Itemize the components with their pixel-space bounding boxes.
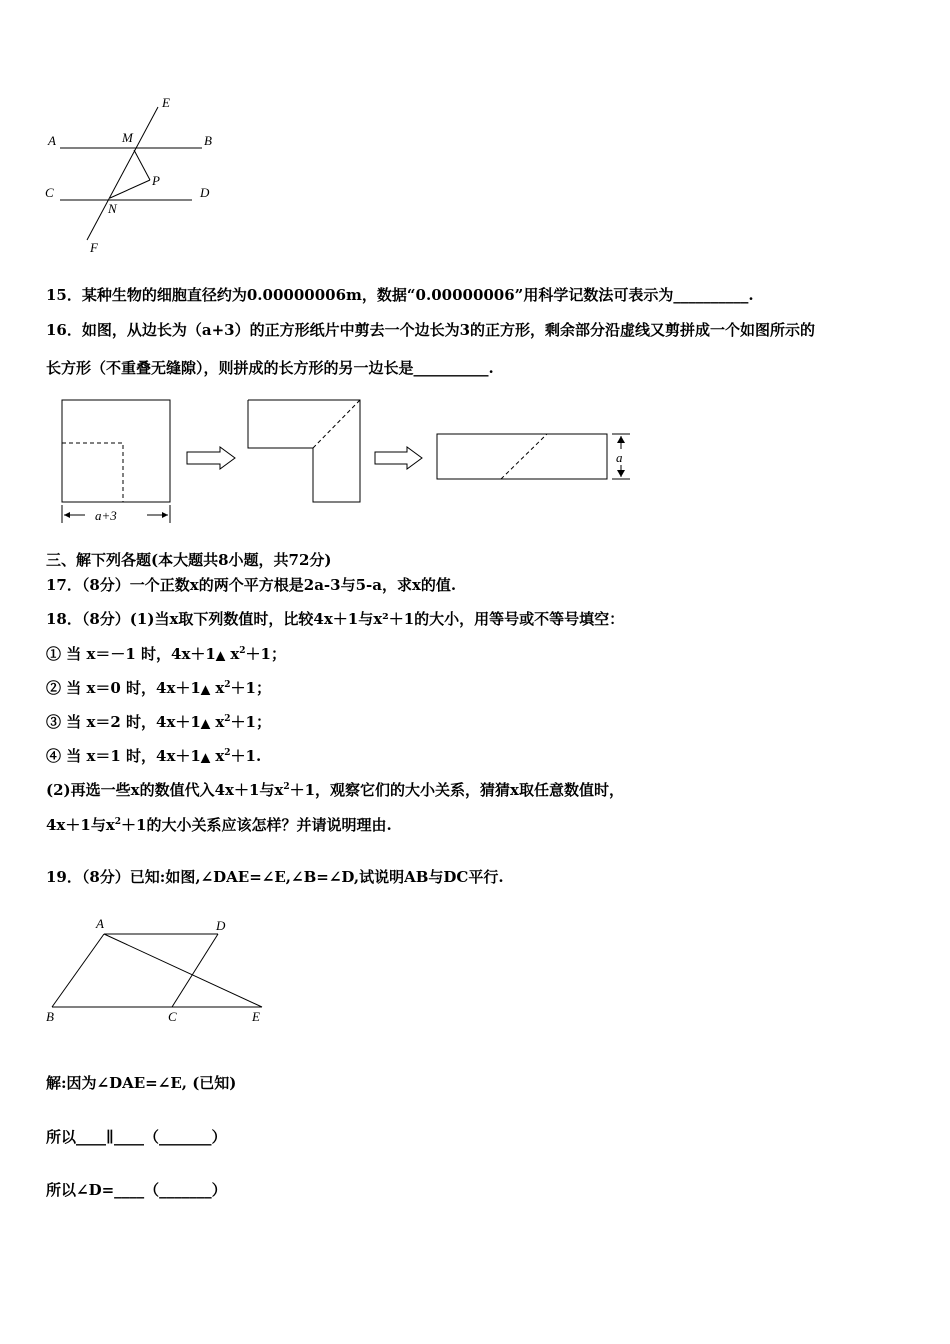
label-N: N	[108, 201, 117, 216]
question-18-stem: 18．（8分）(1)当x取下列数值时，比较4x＋1与x²＋1的大小，用等号或不等号填空：	[46, 610, 625, 628]
label-E: E	[162, 95, 170, 110]
question-18-part2-line1: (2)再选一些x的数值代入4x＋1与$x^2+1$，观察它们的大小关系，猜猜x取任意数值时，	[46, 781, 624, 799]
label-F: F	[90, 240, 98, 255]
question-18-part2-line2: 4x＋1与$x^2+1$的大小关系应该怎样？并请说明理由.	[46, 816, 392, 834]
height-label: a	[616, 450, 623, 465]
label-P: P	[152, 173, 160, 188]
question-19: 19．（8分）已知:如图,∠DAE=∠E,∠B=∠D,试说明AB与DC平行.	[46, 868, 504, 886]
label-D: D	[200, 185, 210, 200]
question-16-line2: 长方形（不重叠无缝隙），则拼成的长方形的另一边长是__________.	[46, 359, 494, 377]
parallel-lines-figure	[40, 95, 225, 260]
label-B: B	[204, 133, 212, 148]
square-cutting-figure	[55, 395, 645, 530]
label-D: D	[216, 918, 226, 933]
question-16-line1: 16．如图，从边长为（a+3）的正方形纸片中剪去一个边长为3的正方形，剩余部分沿虚线又剪拼成一个如图所示的	[46, 321, 816, 339]
label-E: E	[252, 1009, 260, 1024]
label-A: A	[96, 916, 104, 931]
label-M: M	[122, 130, 133, 145]
question-17: 17．（8分）一个正数x的两个平方根是2a-3与5-a，求x的值.	[46, 576, 457, 594]
label-C: C	[45, 185, 54, 200]
section-3-heading: 三、解下列各题(本大题共8小题，共72分)	[46, 551, 332, 569]
label-C: C	[168, 1009, 177, 1024]
label-A: A	[48, 133, 56, 148]
solution-line-1: 解:因为∠DAE=∠E, (已知)	[46, 1074, 237, 1092]
question-18-item-3: ③ 当 x＝2 时，4x＋1▲ $x^2+1$；	[46, 713, 271, 731]
question-18-item-2: ② 当 x＝0 时，4x＋1▲ $x^2+1$；	[46, 679, 271, 697]
parallelogram-figure	[40, 912, 275, 1027]
solution-line-2: 所以____∥____（_______）	[46, 1128, 227, 1146]
question-15: 15．某种生物的细胞直径约为0.00000006m，数据“0.00000006”用科学记数法可表示为__________.	[46, 286, 754, 304]
width-label: a+3	[95, 508, 117, 523]
question-18-item-1: ① 当 x＝－1 时，4x＋1▲ $x^2+1$；	[46, 645, 286, 663]
label-B: B	[46, 1009, 54, 1024]
solution-line-3: 所以∠D=____（_______）	[46, 1181, 227, 1199]
question-18-item-4: ④ 当 x＝1 时，4x＋1▲ $x^2+1$.	[46, 747, 262, 765]
